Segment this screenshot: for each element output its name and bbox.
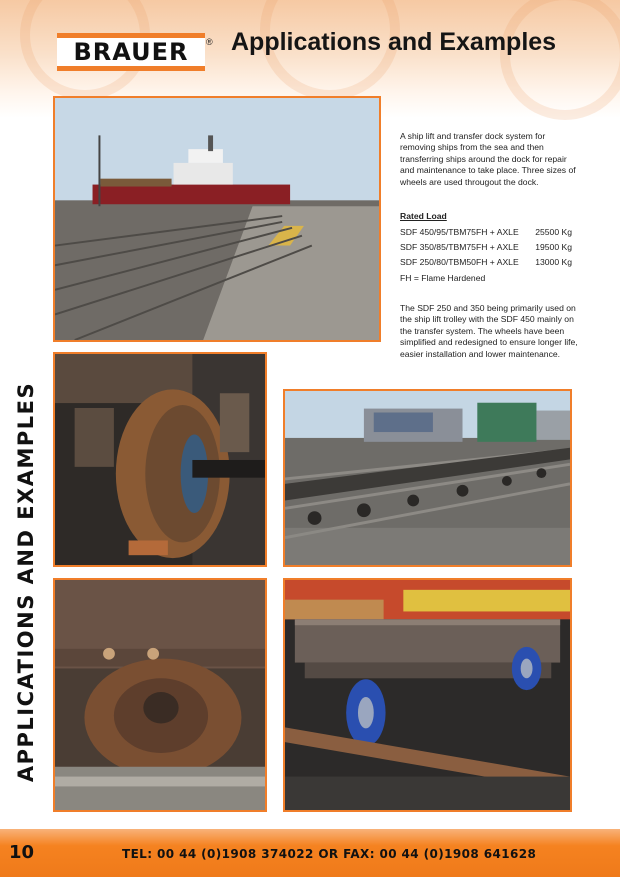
rated-load-model: SDF 250/80/TBM50FH + AXLE xyxy=(400,257,519,267)
rated-load-heading: Rated Load xyxy=(400,211,447,221)
page-number: 10 xyxy=(9,842,35,863)
photo-rusty-wheel xyxy=(53,352,267,567)
rated-load-value: 25500 Kg xyxy=(535,227,572,237)
rated-load-model: SDF 450/95/TBM75FH + AXLE xyxy=(400,227,519,237)
rated-load-value: 19500 Kg xyxy=(535,242,572,252)
description-text-2: The SDF 250 and 350 being primarily used on the ship lift trolley with the SDF 450 mainly on the transfer system. The wheels have been simplified and redesigned to ensure longer life, easier installation and lower maintenance. xyxy=(400,303,578,359)
flame-hardened-note: FH = Flame Hardened xyxy=(400,273,486,283)
rated-load-value: 13000 Kg xyxy=(535,257,572,267)
photo-ship-dock xyxy=(53,96,381,342)
description-paragraph: A ship lift and transfer dock system for removing ships from the sea and then transferring ships around the dock for repair and maintenance to take place. Three sizes of wheels are used througout the dock. xyxy=(400,131,576,187)
contact-info: TEL: 00 44 (0)1908 374022 OR FAX: 00 44 (0)1908 641628 xyxy=(122,847,537,861)
brauer-logo xyxy=(57,33,205,71)
page-title: Applications and Examples xyxy=(231,28,557,56)
photo-blue-wheel-trolley xyxy=(283,578,572,812)
registered-mark: ® xyxy=(206,37,213,47)
photo-dock-rails xyxy=(283,389,572,567)
photo-wheel-on-rail xyxy=(53,578,267,812)
rated-load-model: SDF 350/85/TBM75FH + AXLE xyxy=(400,242,519,252)
side-label: APPLICATIONS AND EXAMPLES xyxy=(14,381,38,783)
description-text xyxy=(400,131,576,188)
logo-text: BRAUER xyxy=(73,38,189,66)
